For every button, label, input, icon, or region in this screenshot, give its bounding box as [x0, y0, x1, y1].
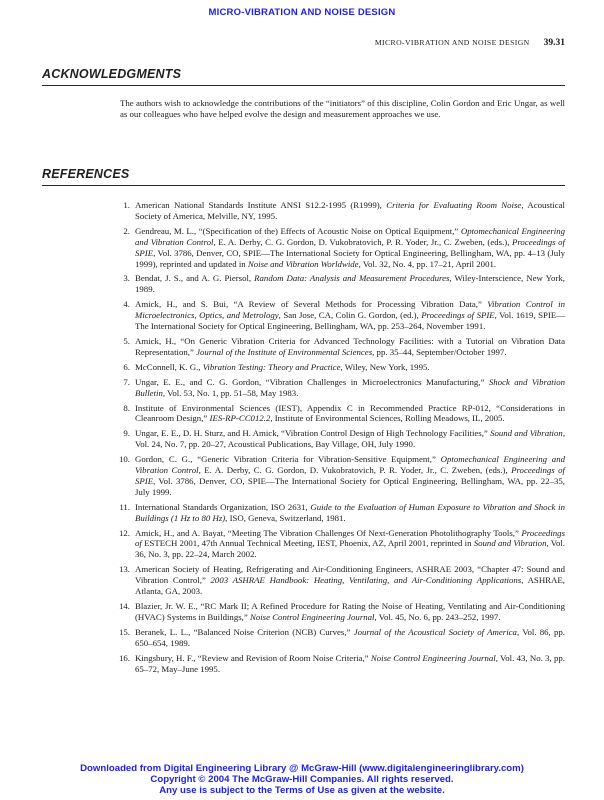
reference-text: McConnell, K. G., Vibration Testing: Theory and Practice, Wiley, New York, 1995.: [135, 361, 430, 372]
reference-text: Gendreau, M. L., “(Specification of the) Effects of Acoustic Noise on Optical Equipment,” Optomechanical Engineering and Vibration Control, E. A. Derby, C. G. Gordon, D. Vukobratovich, P. R. Yoder, Jr., C. Zweben, (eds.), Proceedings of SPIE, Vol. 3786, Denver, CO, SPIE—The International Society for Optical Engineering, Bellingham, WA, pp. 4–13 (July 1999), reprinted and updated in Noise and Vibration Worldwide, Vol. 32, No. 4, pp. 17–21, April 2001.: [135, 225, 565, 269]
reference-text: Beranek, L. L., “Balanced Noise Criterion (NCB) Curves,” Journal of the Acoustical Society of America, Vol. 86, pp. 650–654, 1989.: [135, 626, 565, 648]
reference-text: International Standards Organization, ISO 2631, Guide to the Evaluation of Human Exposure to Vibration and Shock in Buildings (1 Hz to 80 Hz), ISO, Geneva, Switzerland, 1981.: [135, 501, 565, 523]
reference-number: 7.: [123, 376, 130, 387]
reference-item: [116, 564, 565, 597]
references-heading: REFERENCES: [42, 167, 565, 186]
reference-item: [116, 377, 565, 399]
reference-text: American Society of Heating, Refrigerating and Air-Conditioning Engineers, ASHRAE 2003, “Chapter 47: Sound and Vibration Control,” 2003 ASHRAE Handbook: Heating, Ventilating, and Air-Conditioning Applications, ASHRAE, Atlanta, GA, 2003.: [135, 564, 565, 597]
acknowledgments-heading: ACKNOWLEDGMENTS: [42, 67, 565, 86]
reference-item: [116, 362, 565, 373]
reference-text: Amick, H., and A. Bayat, “Meeting The Vibration Challenges Of Next-Generation Photolithography Tools,” Proceedings of ESTECH 2001, 47th Annual Technical Meeting, IEST, Phoenix, AZ, April 2001, reprinted in Sound and Vibration, Vol. 36, No. 3, pp. 22–24, March 2002.: [135, 527, 566, 560]
footer-line-download: Downloaded from Digital Engineering Library @ McGraw-Hill (www.digitalengineeringlibrary.com): [80, 763, 524, 775]
reference-number: 3.: [123, 273, 130, 284]
reference-number: 9.: [123, 428, 130, 439]
reference-item: [116, 200, 565, 222]
reference-item: [116, 502, 565, 524]
acknowledgments-paragraph: The authors wish to acknowledge the contributions of the “initiators” of this discipline, Colin Gordon and Eric Ungar, as well as our colleagues who have helped evolve the design and measurement approaches we use.: [120, 98, 565, 119]
chapter-banner-title: MICRO-VIBRATION AND NOISE DESIGN: [208, 7, 396, 18]
reference-number: 16.: [119, 652, 130, 663]
reference-item: [116, 601, 565, 623]
reference-item: [116, 403, 565, 425]
reference-text: American National Standards Institute ANSI S12.2-1995 (R1999), Criteria for Evaluating Room Noise, Acoustical Society of America, Melville, NY, 1995.: [135, 200, 565, 221]
reference-text: Bendat, J. S., and A. G. Piersol, Random Data: Analysis and Measurement Procedures, Wiley-Interscience, New York, 1989.: [135, 273, 565, 295]
reference-number: 8.: [123, 402, 130, 413]
reference-number: 14.: [119, 601, 130, 611]
running-head: [42, 38, 565, 48]
reference-text: Blazier, Jr. W. E., “RC Mark II; A Refined Procedure for Rating the Noise of Heating, Ventilating and Air-Conditioning (HVAC) Systems in Buildings,” Noise Control Engineering Journal, Vol. 45, No. 6, pp. 243–252, 1997.: [135, 601, 565, 622]
reference-text: Amick, H., “On Generic Vibration Criteria for Advanced Technology Facilities: with a Tutorial on Vibration Data Representation,” Journal of the Institute of Environmental Sciences, pp. 35–44, September/October 1997.: [135, 335, 565, 357]
reference-item: [116, 627, 565, 649]
reference-item: [116, 653, 565, 675]
running-head-title: MICRO-VIBRATION AND NOISE DESIGN: [374, 38, 530, 47]
reference-item: [116, 226, 565, 270]
reference-item: [116, 273, 565, 295]
reference-number: 6.: [123, 361, 130, 372]
reference-item: [116, 528, 565, 561]
reference-number: 13.: [119, 564, 130, 575]
reference-text: Ungar, E. E., D. H. Sturz, and H. Amick, “Vibration Control Design of High Technology Facilities,” Sound and Vibration, Vol. 24, No. 7, pp. 20–27, Acoustical Publications, Bay Village, OH, July 1990.: [135, 428, 566, 450]
reference-number: 4.: [123, 299, 130, 310]
reference-item: [116, 299, 565, 332]
reference-number: 11.: [119, 501, 130, 512]
reference-text: Gordon, C. G., “Generic Vibration Criteria for Vibration-Sensitive Equipment,” Optomechanical Engineering and Vibration Control, E. A. Derby, C. G. Gordon, D. Vukobratovich, P. R. Yoder, Jr., C. Zweben, (eds.), Proceedings of SPIE, Vol. 3786, Denver, CO, SPIE—The International Society for Optical Engineering, Bellingham, WA, pp. 22–35, July 1999.: [135, 454, 565, 497]
reference-text: Amick, H., and S. Bui, “A Review of Several Methods for Processing Vibration Data,” Vibration Control in Microelectronics, Optics, and Metrology, San Jose, CA, Colin G. Gordon, (ed.), Proceedings of SPIE, Vol. 1619, SPIE—The International Society for Optical Engineering, Bellingham, WA, pp. 253–264, November 1991.: [135, 299, 565, 332]
reference-number: 5.: [123, 335, 130, 346]
page-content: [42, 0, 565, 678]
reference-number: 2.: [123, 225, 130, 236]
footer-line-terms: Any use is subject to the Terms of Use as given at the website.: [159, 785, 445, 797]
reference-number: 12.: [119, 527, 130, 538]
reference-text: Kingsbury, H. F., “Review and Revision of Room Noise Criteria,” Noise Control Engineering Journal, Vol. 43, No. 3, pp. 65–72, May–June 1995.: [135, 652, 565, 674]
reference-item: [116, 428, 565, 450]
reference-item: [116, 336, 565, 358]
page-number: 39.31: [543, 38, 565, 48]
page-footer: [0, 764, 604, 797]
footer-line-copyright: Copyright © 2004 The McGraw-Hill Companies. All rights reserved.: [150, 774, 454, 786]
reference-text: Ungar, E. E., and C. G. Gordon, “Vibration Challenges in Microelectronics Manufacturing,” Shock and Vibration Bulletin, Vol. 53, No. 1, pp. 51–58, May 1983.: [135, 376, 565, 398]
reference-item: [116, 454, 565, 498]
reference-number: 1.: [123, 200, 130, 210]
reference-number: 10.: [119, 454, 130, 465]
references-list: [116, 200, 565, 674]
reference-text: Institute of Environmental Sciences (IEST), Appendix C in Recommended Practice RP-012, “Considerations in Cleanroom Design,” IES-RP-CC012.2, Institute of Environmental Sciences, Rolling Meadows, IL, 2005.: [135, 402, 565, 424]
reference-number: 15.: [119, 626, 130, 637]
